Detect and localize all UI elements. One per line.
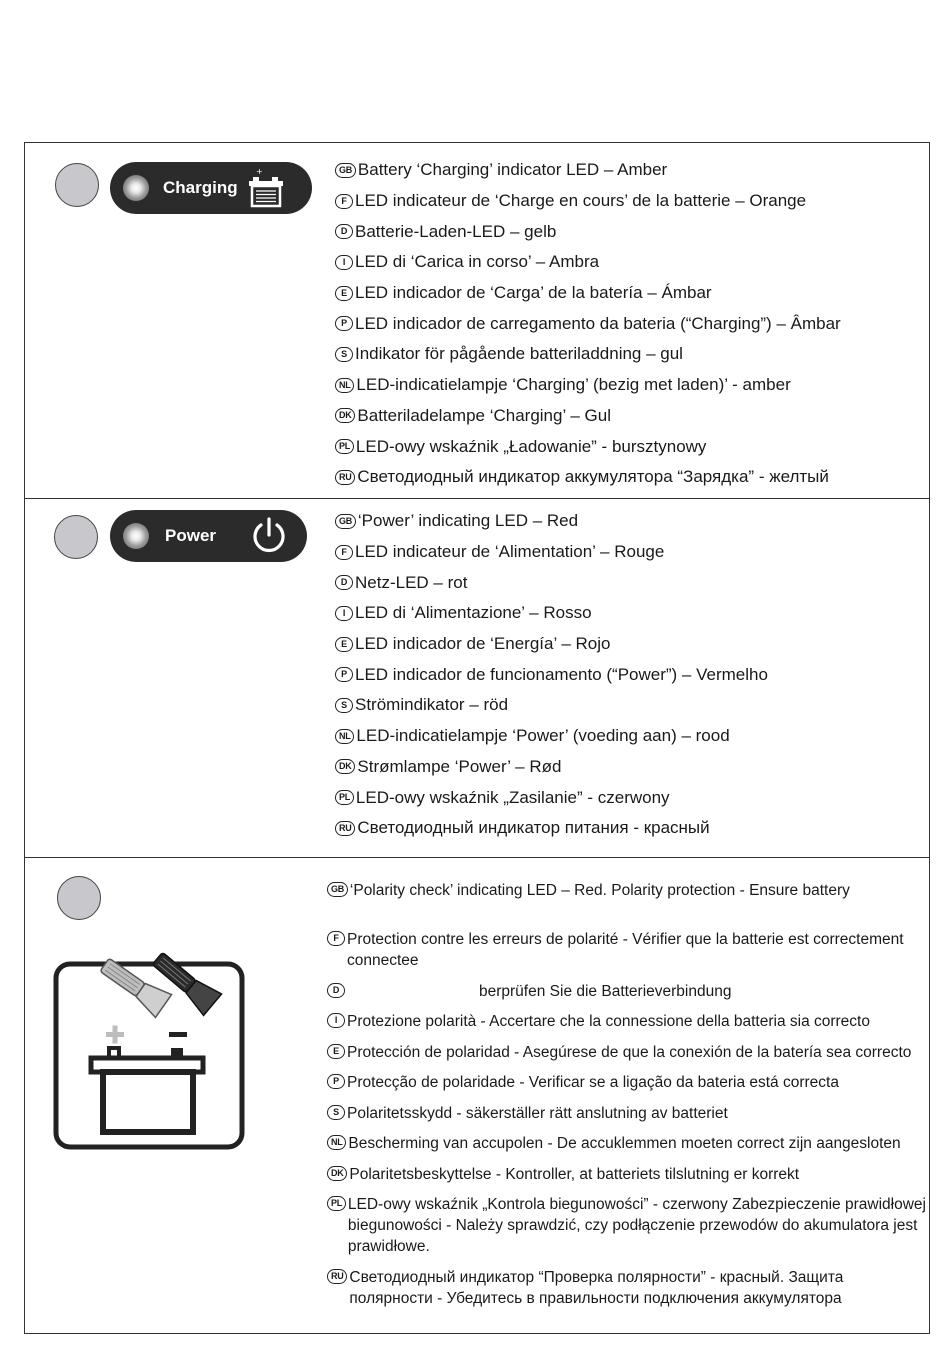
description-text: Светодиодный индикатор “Проверка полярности” - красный. Защита полярности - Убедитесь в правильности подключения аккумулятора bbox=[349, 1268, 844, 1307]
language-line-f bbox=[335, 186, 841, 217]
language-line-e bbox=[335, 629, 768, 660]
language-code-badge: I bbox=[335, 255, 353, 270]
language-code-badge: S bbox=[335, 698, 353, 713]
language-code-badge: P bbox=[335, 316, 353, 331]
language-line-p bbox=[335, 659, 768, 690]
polarity-section bbox=[24, 857, 930, 1334]
description-text: Netz-LED – rot bbox=[355, 572, 468, 592]
language-line-pl bbox=[335, 431, 841, 462]
description-text: Battery ‘Charging’ indicator LED – Amber bbox=[357, 160, 668, 180]
description-text: LED-indicatielampje ‘Power’ (voeding aan) – rood bbox=[356, 726, 730, 746]
language-code-badge: F bbox=[335, 194, 353, 209]
language-line-i bbox=[335, 247, 841, 278]
language-code-badge: GB bbox=[327, 882, 348, 897]
language-line-d bbox=[335, 567, 768, 598]
language-line-d bbox=[335, 216, 841, 247]
description-text: LED di ‘Carica in corso’ – Ambra bbox=[355, 252, 600, 272]
description-text: LED-owy wskaźnik „Zasilanie” - czerwony bbox=[355, 787, 670, 807]
language-line-dk bbox=[335, 752, 768, 783]
language-line-nl bbox=[327, 1133, 927, 1154]
description-text: LED indicador de carregamento da bateria (“Charging”) – Âmbar bbox=[355, 313, 841, 333]
language-code-badge: PL bbox=[327, 1196, 346, 1211]
language-code-badge: I bbox=[327, 1013, 345, 1028]
language-line-e bbox=[327, 1042, 927, 1063]
description-text: Protezione polarità - Accertare che la connessione della batteria sia correcto bbox=[347, 1013, 870, 1030]
language-code-badge: D bbox=[327, 983, 345, 998]
description-text: Светодиодный индикатор аккумулятора “Зарядка” - желтый bbox=[357, 467, 829, 487]
language-line-nl bbox=[335, 370, 841, 401]
polarity-callout-marker bbox=[57, 876, 101, 920]
description-text: Protecção de polaridade - Verificar se a ligação da bateria está correcta bbox=[347, 1074, 839, 1091]
battery-clamps-icon bbox=[51, 942, 251, 1152]
charging-led-icon bbox=[123, 175, 149, 201]
language-code-badge: PL bbox=[335, 439, 354, 454]
charging-badge-label: Charging bbox=[163, 178, 238, 197]
language-line-nl bbox=[335, 721, 768, 752]
language-line-s bbox=[335, 339, 841, 370]
language-code-badge: F bbox=[327, 931, 345, 946]
polarity-description-list bbox=[327, 880, 927, 1318]
language-code-badge: DK bbox=[335, 759, 355, 774]
language-code-badge: NL bbox=[327, 1135, 346, 1150]
language-line-f bbox=[327, 929, 927, 971]
language-code-badge: RU bbox=[335, 470, 355, 485]
description-text: Batterie-Laden-LED – gelb bbox=[355, 221, 557, 241]
charging-description-list bbox=[335, 155, 841, 493]
language-code-badge: S bbox=[327, 1105, 345, 1120]
power-icon bbox=[249, 515, 289, 557]
description-text: Светодиодный индикатор питания - красный bbox=[357, 818, 710, 838]
language-code-badge: E bbox=[335, 637, 353, 652]
svg-text:+: + bbox=[255, 167, 263, 176]
charging-badge bbox=[110, 162, 312, 214]
language-code-badge: F bbox=[335, 545, 353, 560]
battery-charging-icon bbox=[246, 166, 290, 210]
description-text: LED indicateur de ‘Charge en cours’ de la batterie – Orange bbox=[355, 191, 807, 211]
description-text: Strömindikator – röd bbox=[355, 695, 509, 715]
description-text: Bescherming van accupolen - De accuklemmen moeten correct zijn aangesloten bbox=[348, 1135, 901, 1152]
power-description-list bbox=[335, 506, 768, 844]
description-text: LED indicador de ‘Carga’ de la batería – Ámbar bbox=[355, 283, 712, 303]
description-text: LED indicateur de ‘Alimentation’ – Rouge bbox=[355, 542, 665, 562]
power-section bbox=[24, 498, 930, 858]
language-code-badge: E bbox=[335, 286, 353, 301]
language-line-gb bbox=[335, 155, 841, 186]
language-code-badge: P bbox=[327, 1074, 345, 1089]
language-code-badge: I bbox=[335, 606, 353, 621]
description-text: Polaritetsskydd - säkerställer rätt anslutning av batteriet bbox=[347, 1104, 728, 1122]
language-line-p bbox=[327, 1072, 927, 1093]
language-line-s bbox=[335, 690, 768, 721]
language-line-pl bbox=[327, 1194, 927, 1257]
language-line-gb bbox=[327, 880, 927, 901]
charging-section bbox=[24, 142, 930, 499]
language-line-d bbox=[327, 981, 927, 1002]
language-line-e bbox=[335, 278, 841, 309]
power-led-icon bbox=[123, 523, 149, 549]
language-code-badge: GB bbox=[335, 514, 356, 529]
language-line-f bbox=[335, 537, 768, 568]
power-badge-label: Power bbox=[165, 526, 217, 545]
description-text: LED-owy wskaźnik „Ładowanie” - bursztynowy bbox=[355, 436, 707, 456]
description-text: LED-indicatielampje ‘Charging’ (bezig met laden)’ - amber bbox=[356, 375, 791, 395]
language-code-badge: RU bbox=[335, 821, 355, 836]
language-line-gb bbox=[335, 506, 768, 537]
description-text: Batteriladelampe ‘Charging’ – Gul bbox=[357, 405, 611, 425]
language-line-ru bbox=[327, 1267, 927, 1309]
language-line-ru bbox=[335, 462, 841, 493]
description-text: berprüfen Sie die Batterieverbindung bbox=[479, 982, 732, 1000]
language-code-badge: RU bbox=[327, 1269, 347, 1284]
description-text: Protection contre les erreurs de polarité - Vérifier que la batterie est correctement connectee bbox=[347, 931, 904, 969]
language-line-p bbox=[335, 308, 841, 339]
description-text: LED di ‘Alimentazione’ – Rosso bbox=[355, 603, 592, 623]
language-code-badge: GB bbox=[335, 163, 356, 178]
description-text: Strømlampe ‘Power’ – Rød bbox=[357, 756, 562, 776]
language-line-ru bbox=[335, 813, 768, 844]
power-callout-marker bbox=[54, 515, 98, 559]
description-text: Indikator för pågående batteriladdning – gul bbox=[355, 344, 683, 364]
language-code-badge: D bbox=[335, 224, 353, 239]
language-line-i bbox=[335, 598, 768, 629]
language-line-i bbox=[327, 1011, 927, 1032]
charging-callout-marker bbox=[55, 163, 99, 207]
power-badge bbox=[110, 510, 307, 562]
language-code-badge: D bbox=[335, 575, 353, 590]
language-line-dk bbox=[327, 1164, 927, 1185]
language-code-badge: DK bbox=[335, 408, 355, 423]
description-text: ‘Power’ indicating LED – Red bbox=[357, 511, 579, 531]
description-text: LED indicador de funcionamento (“Power”) – Vermelho bbox=[355, 664, 768, 684]
description-text: ‘Polarity check’ indicating LED – Red. Polarity protection - Ensure battery bbox=[349, 882, 850, 899]
description-text: Protección de polaridad - Asegúrese de que la conexión de la batería sea correcto bbox=[347, 1043, 912, 1061]
description-text: Polaritetsbeskyttelse - Kontroller, at batteriets tilslutning er korrekt bbox=[349, 1165, 800, 1183]
language-code-badge: DK bbox=[327, 1166, 347, 1181]
language-code-badge: PL bbox=[335, 790, 354, 805]
language-code-badge: P bbox=[335, 667, 353, 682]
language-code-badge: E bbox=[327, 1044, 345, 1059]
language-code-badge: S bbox=[335, 347, 353, 362]
description-text: LED-owy wskaźnik „Kontrola biegunowości” - czerwony Zabezpieczenie prawidłowej biegunowości - Należy sprawdzić, czy podłączenie przewodów do akumulatora jest prawidłowe. bbox=[347, 1196, 926, 1255]
language-line-s bbox=[327, 1103, 927, 1124]
language-code-badge: NL bbox=[335, 729, 354, 744]
language-code-badge: NL bbox=[335, 378, 354, 393]
language-line-pl bbox=[335, 782, 768, 813]
description-text: LED indicador de ‘Energía’ – Rojo bbox=[355, 634, 611, 654]
language-line-dk bbox=[335, 401, 841, 432]
